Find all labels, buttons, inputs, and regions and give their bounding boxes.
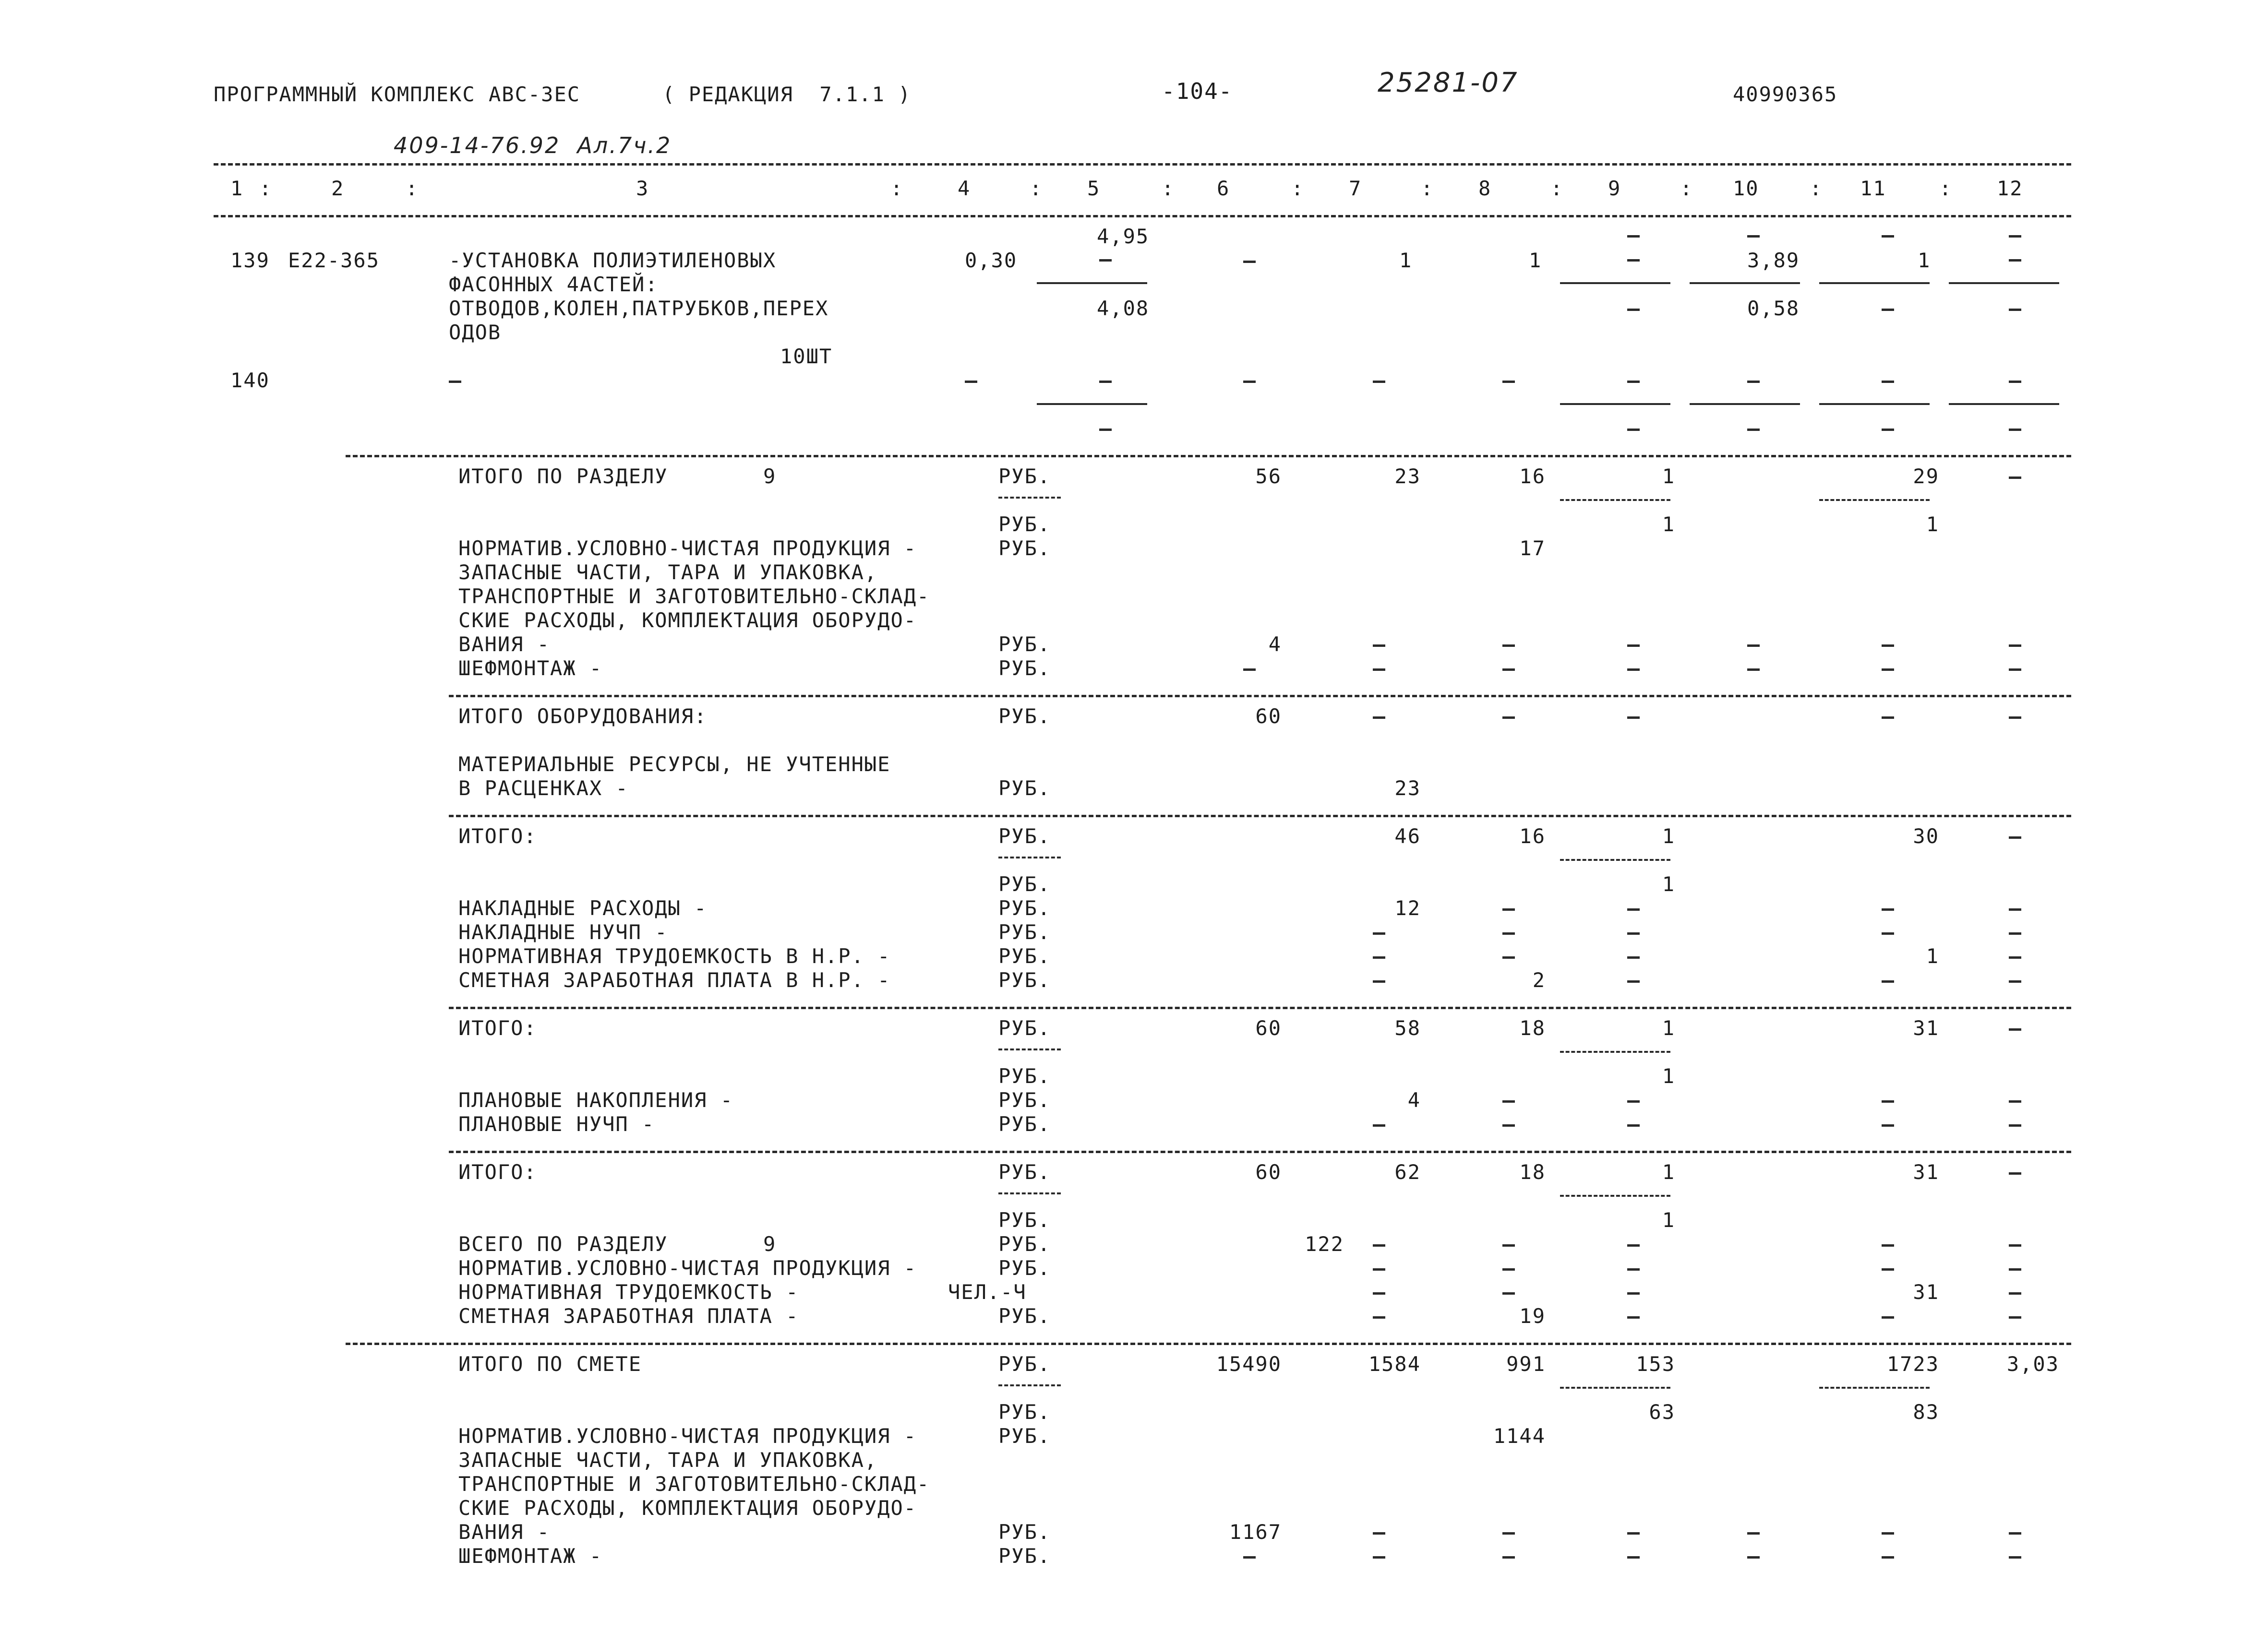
dash-mark [2009, 1172, 2021, 1175]
dash-mark [1243, 668, 1256, 671]
col-5: 5 [1087, 177, 1101, 200]
edition-label: ( РЕДАКЦИЯ 7.1.1 ) [662, 83, 912, 106]
rule-line [998, 1384, 1061, 1386]
cell-text: ШЕФМОНТАЖ - [458, 656, 603, 680]
cell-text: РУБ. [998, 656, 1051, 680]
section-rule [346, 455, 2071, 457]
cell-text: : [1939, 177, 1953, 200]
cell-text: РУБ. [998, 896, 1051, 920]
dash-mark [1882, 1532, 1894, 1535]
dash-mark [1502, 908, 1515, 911]
cell-text: 63 [1649, 1400, 1675, 1424]
item-c8: 1 [1399, 249, 1413, 272]
cell-text: : [1810, 177, 1823, 200]
rule-line [1560, 403, 1670, 405]
dash-mark [1243, 381, 1256, 383]
rule-line [1560, 1195, 1670, 1197]
dash-mark [1627, 309, 1640, 311]
cell-text: ЧЕЛ.-Ч [948, 1280, 1027, 1304]
cell-text: 153 [1636, 1352, 1675, 1376]
dash-mark [1502, 1268, 1515, 1271]
dash-mark [2009, 956, 2021, 959]
cell-text: ТРАНСПОРТНЫЕ И ЗАГОТОВИТЕЛЬНО-СКЛАД- [458, 584, 930, 608]
dash-mark [449, 381, 461, 383]
dash-mark [1373, 1316, 1385, 1319]
rule-line [1819, 1387, 1930, 1389]
item-number: 140 [230, 369, 270, 392]
dash-mark [1502, 956, 1515, 959]
dash-mark [1502, 644, 1515, 647]
dash-mark [2009, 477, 2021, 479]
cell-text: ШЕФМОНТАЖ - [458, 1544, 603, 1568]
dash-mark [1373, 1556, 1385, 1559]
dash-mark [1627, 1244, 1640, 1247]
cell-text: 60 [1255, 1160, 1282, 1184]
dash-mark [1627, 235, 1640, 238]
dash-mark [1373, 644, 1385, 647]
dash-mark [965, 381, 977, 383]
dash-mark [1882, 932, 1894, 935]
cell-text: РУБ. [998, 1112, 1051, 1136]
dash-mark [1627, 1100, 1640, 1103]
col-3: 3 [636, 177, 649, 200]
header-rule-bottom [214, 215, 2071, 217]
cell-text: 2 [1532, 968, 1546, 992]
dash-mark [1373, 1244, 1385, 1247]
cell-text: 16 [1519, 465, 1546, 488]
cell-text: РУБ. [998, 1256, 1051, 1280]
rule-line [449, 695, 2071, 697]
handwritten-doc-code: 25281-07 [1378, 67, 1519, 98]
dash-mark [1373, 1292, 1385, 1295]
cell-text: РУБ. [998, 1352, 1051, 1376]
cell-text: ПЛАНОВЫЕ НАКОПЛЕНИЯ - [458, 1088, 734, 1112]
dash-mark [1747, 668, 1760, 671]
cell-text: 15490 [1216, 1352, 1282, 1376]
dash-mark [1882, 1244, 1894, 1247]
cell-text: НОРМАТИВНАЯ ТРУДОЕМКОСТЬ - [458, 1280, 799, 1304]
col-4: 4 [958, 177, 971, 200]
item-c11: 3,89 [1747, 249, 1800, 272]
cell-text: СМЕТНАЯ ЗАРАБОТНАЯ ПЛАТА В Н.Р. - [458, 968, 891, 992]
dash-mark [1627, 429, 1640, 431]
cell-text: РУБ. [998, 968, 1051, 992]
cell-text: ИТОГО: [458, 1016, 537, 1040]
cell-text: РУБ. [998, 1232, 1051, 1256]
cell-text: РУБ. [998, 1088, 1051, 1112]
cell-text: НОРМАТИВ.УСЛОВНО-ЧИСТАЯ ПРОДУКЦИЯ - [458, 1424, 917, 1448]
rule-line [1560, 1387, 1670, 1389]
rule-line [1560, 499, 1670, 501]
cell-text: ПЛАНОВЫЕ НУЧП - [458, 1112, 655, 1136]
dash-mark [1882, 1316, 1894, 1319]
col-1: 1 [230, 177, 244, 200]
item-description-line: -УСТАНОВКА ПОЛИЭТИЛЕНОВЫХ [449, 249, 777, 272]
dash-mark [2009, 1532, 2021, 1535]
item-code: Е22-365 [288, 249, 380, 272]
cell-text: 23 [1394, 465, 1421, 488]
cell-text: РУБ. [998, 872, 1051, 896]
cell-text: 122 [1305, 1232, 1344, 1256]
rule-line [1819, 403, 1930, 405]
cell-text: 1167 [1229, 1520, 1282, 1544]
dash-mark [1373, 381, 1385, 383]
dash-mark [1747, 235, 1760, 238]
cell-text: ТРАНСПОРТНЫЕ И ЗАГОТОВИТЕЛЬНО-СКЛАД- [458, 1472, 930, 1496]
col-7: 7 [1349, 177, 1362, 200]
rule-line [1949, 403, 2059, 405]
dash-mark [1627, 932, 1640, 935]
cell-text: 16 [1519, 824, 1546, 848]
dash-mark [1627, 1532, 1640, 1535]
dash-mark [1502, 716, 1515, 719]
cell-text: : [1550, 177, 1564, 200]
dash-mark [1373, 932, 1385, 935]
cell-text: РУБ. [998, 512, 1051, 536]
cell-text: 46 [1394, 824, 1421, 848]
col-8: 8 [1478, 177, 1492, 200]
dash-mark [1882, 1124, 1894, 1127]
dash-mark [2009, 1028, 2021, 1031]
cell-text: 1584 [1368, 1352, 1421, 1376]
item-c12: 1 [1918, 249, 1931, 272]
dash-mark [1627, 1556, 1640, 1559]
cell-text: РУБ. [998, 704, 1051, 728]
dash-mark [1502, 1244, 1515, 1247]
dash-mark [2009, 1268, 2021, 1271]
rule-line [1560, 282, 1670, 284]
cell-text: 31 [1913, 1016, 1939, 1040]
item-number: 139 [230, 249, 270, 272]
dash-mark [1882, 668, 1894, 671]
rule-line [998, 857, 1061, 858]
cell-text: 1 [1926, 944, 1939, 968]
dash-mark [2009, 1100, 2021, 1103]
cell-text: РУБ. [998, 1520, 1051, 1544]
dash-mark [2009, 836, 2021, 839]
cell-text: 18 [1519, 1160, 1546, 1184]
dash-mark [1747, 644, 1760, 647]
cell-text: 60 [1255, 704, 1282, 728]
rule-line [998, 497, 1061, 499]
rule-line [1690, 403, 1800, 405]
dash-mark [1502, 381, 1515, 383]
dash-mark [1747, 1532, 1760, 1535]
cell-text: РУБ. [998, 632, 1051, 656]
cell-text: 60 [1255, 1016, 1282, 1040]
dash-mark [2009, 908, 2021, 911]
cell-text: РУБ. [998, 920, 1051, 944]
cell-text: 29 [1913, 465, 1939, 488]
dash-mark [1099, 429, 1112, 431]
dash-mark [1882, 716, 1894, 719]
dash-mark [1882, 644, 1894, 647]
cell-text: ИТОГО ОБОРУДОВАНИЯ: [458, 704, 708, 728]
dash-mark [1502, 1124, 1515, 1127]
cell-text: 1 [1662, 1208, 1675, 1232]
dash-mark [1882, 381, 1894, 383]
dash-mark [1747, 381, 1760, 383]
cell-text: ИТОГО: [458, 1160, 537, 1184]
dash-mark [2009, 309, 2021, 311]
estimate-rule [346, 1343, 2071, 1345]
cell-text: 1 [1662, 465, 1675, 488]
cell-text: НАКЛАДНЫЕ НУЧП - [458, 920, 668, 944]
dash-mark [1502, 1292, 1515, 1295]
dash-mark [1099, 259, 1112, 262]
dash-mark [2009, 429, 2021, 431]
dash-mark [2009, 668, 2021, 671]
cell-text: В РАСЦЕНКАХ - [458, 776, 629, 800]
item-description-line: ОТВОДОВ,КОЛЕН,ПАТРУБКОВ,ПЕРЕХ [449, 297, 829, 320]
dash-mark [1373, 668, 1385, 671]
dash-mark [1627, 1268, 1640, 1271]
dash-mark [1243, 261, 1256, 263]
dash-mark [1627, 1124, 1640, 1127]
cell-text: ВАНИЯ - [458, 632, 551, 656]
col-6: 6 [1217, 177, 1230, 200]
cell-text: 4 [1268, 632, 1282, 656]
cell-text: 1 [1662, 1064, 1675, 1088]
dash-mark [1627, 259, 1640, 262]
cell-text: РУБ. [998, 776, 1051, 800]
header-rule-top [214, 163, 2071, 166]
cell-text: НОРМАТИВНАЯ ТРУДОЕМКОСТЬ В Н.Р. - [458, 944, 891, 968]
item-quantity: 0,30 [965, 249, 1018, 272]
cell-text: 1 [1662, 872, 1675, 896]
cell-text: РУБ. [998, 1424, 1051, 1448]
cell-text: ВАНИЯ - [458, 1520, 551, 1544]
dash-mark [2009, 1244, 2021, 1247]
rule-line [449, 1151, 2071, 1153]
item-price-top: 4,95 [1097, 225, 1150, 248]
dash-mark [1502, 1100, 1515, 1103]
cell-text: 4 [1407, 1088, 1421, 1112]
cell-text: НОРМАТИВ.УСЛОВНО-ЧИСТАЯ ПРОДУКЦИЯ - [458, 536, 917, 560]
col-12: 12 [1997, 177, 2023, 200]
cell-text: : [1421, 177, 1434, 200]
dash-mark [1502, 1556, 1515, 1559]
rule-line [998, 1048, 1061, 1050]
dash-mark [1627, 980, 1640, 983]
cell-text: ИТОГО ПО РАЗДЕЛУ [458, 465, 668, 488]
cell-text: 1 [1662, 824, 1675, 848]
dash-mark [1882, 235, 1894, 238]
cell-text: РУБ. [998, 536, 1051, 560]
dash-mark [2009, 1316, 2021, 1319]
dash-mark [1373, 1124, 1385, 1127]
cell-text: СМЕТНАЯ ЗАРАБОТНАЯ ПЛАТА - [458, 1304, 799, 1328]
dash-mark [1882, 429, 1894, 431]
dash-mark [1502, 932, 1515, 935]
col-9: 9 [1608, 177, 1621, 200]
program-title: ПРОГРАММНЫЙ КОМПЛЕКС АВС-ЗЕС [214, 83, 581, 106]
item-c11b: 0,58 [1747, 297, 1800, 320]
cell-text: : [1680, 177, 1693, 200]
dash-mark [2009, 980, 2021, 983]
dash-mark [1627, 381, 1640, 383]
dash-mark [2009, 259, 2021, 262]
cell-text: РУБ. [998, 1544, 1051, 1568]
cell-text: 62 [1394, 1160, 1421, 1184]
cell-text: ВСЕГО ПО РАЗДЕЛУ [458, 1232, 668, 1256]
dash-mark [1373, 980, 1385, 983]
rule-line [1560, 859, 1670, 861]
dash-mark [1627, 644, 1640, 647]
cell-text: СКИЕ РАСХОДЫ, КОМПЛЕКТАЦИЯ ОБОРУДО- [458, 1496, 917, 1520]
dash-mark [1747, 429, 1760, 431]
cell-text: 18 [1519, 1016, 1546, 1040]
dash-mark [1627, 956, 1640, 959]
cell-text: 9 [763, 465, 777, 488]
cell-text: 31 [1913, 1160, 1939, 1184]
cell-text: 9 [763, 1232, 777, 1256]
rule-line [998, 1192, 1061, 1194]
cell-text: 56 [1255, 465, 1282, 488]
dash-mark [1882, 1556, 1894, 1559]
dash-mark [1882, 980, 1894, 983]
cell-text: РУБ. [998, 1016, 1051, 1040]
item-c9: 1 [1529, 249, 1542, 272]
cell-text: : [406, 177, 419, 200]
cell-text: 1 [1662, 1160, 1675, 1184]
cell-text: 83 [1913, 1400, 1939, 1424]
cell-text: 19 [1519, 1304, 1546, 1328]
col-11: 11 [1860, 177, 1886, 200]
cell-text: 23 [1394, 776, 1421, 800]
dash-mark [2009, 235, 2021, 238]
cell-text: ИТОГО: [458, 824, 537, 848]
cell-text: НАКЛАДНЫЕ РАСХОДЫ - [458, 896, 708, 920]
dash-mark [1627, 716, 1640, 719]
cell-text: 30 [1913, 824, 1939, 848]
dash-mark [1882, 908, 1894, 911]
col-10: 10 [1733, 177, 1759, 200]
item-price-bottom: 4,08 [1097, 297, 1150, 320]
cell-text: 17 [1519, 536, 1546, 560]
page-number: -104- [1162, 78, 1233, 104]
dash-mark [1099, 381, 1112, 383]
item-unit: 10ШТ [780, 345, 833, 368]
dash-mark [2009, 381, 2021, 383]
col-2: 2 [331, 177, 345, 200]
cell-text: МАТЕРИАЛЬНЫЕ РЕСУРСЫ, НЕ УЧТЕННЫЕ [458, 752, 891, 776]
cell-text: : [259, 177, 273, 200]
cell-text: : [890, 177, 904, 200]
rule-line [1690, 282, 1800, 284]
cell-text: РУБ. [998, 1064, 1051, 1088]
dash-mark [1373, 1268, 1385, 1271]
dash-mark [1502, 1532, 1515, 1535]
dash-mark [1373, 716, 1385, 719]
dash-mark [1747, 1556, 1760, 1559]
cell-text: : [1291, 177, 1305, 200]
cell-text: 31 [1913, 1280, 1939, 1304]
cell-text: 1 [1662, 1016, 1675, 1040]
dash-mark [1627, 908, 1640, 911]
dash-mark [1882, 1100, 1894, 1103]
dash-mark [1627, 668, 1640, 671]
rule-line [449, 1007, 2071, 1009]
rule-line [1037, 282, 1147, 284]
cell-text: 991 [1506, 1352, 1546, 1376]
cell-text: ИТОГО ПО СМЕТЕ [458, 1352, 642, 1376]
dash-mark [1373, 956, 1385, 959]
cell-text: 1144 [1493, 1424, 1546, 1448]
cell-text: ЗАПАСНЫЕ ЧАСТИ, ТАРА И УПАКОВКА, [458, 560, 878, 584]
cell-text: 1 [1926, 512, 1939, 536]
rule-line [1560, 1051, 1670, 1053]
item-description-line: ФАСОННЫХ 4АСТЕЙ: [449, 273, 659, 296]
rule-line [1037, 403, 1147, 405]
item-description-line: ОДОВ [449, 321, 502, 344]
dash-mark [2009, 644, 2021, 647]
rule-line [1819, 499, 1930, 501]
cell-text: РУБ. [998, 824, 1051, 848]
cell-text: РУБ. [998, 944, 1051, 968]
document-number: 40990365 [1733, 83, 1838, 106]
cell-text: 58 [1394, 1016, 1421, 1040]
cell-text: РУБ. [998, 465, 1051, 488]
cell-text: РУБ. [998, 1208, 1051, 1232]
cell-text: 1 [1662, 512, 1675, 536]
cell-text: : [1030, 177, 1043, 200]
rule-line [1819, 282, 1930, 284]
dash-mark [1502, 668, 1515, 671]
dash-mark [2009, 1124, 2021, 1127]
dash-mark [1627, 1316, 1640, 1319]
dash-mark [2009, 716, 2021, 719]
cell-text: РУБ. [998, 1400, 1051, 1424]
cell-text: СКИЕ РАСХОДЫ, КОМПЛЕКТАЦИЯ ОБОРУДО- [458, 608, 917, 632]
dash-mark [1627, 1292, 1640, 1295]
dash-mark [2009, 1292, 2021, 1295]
handwritten-reference: 409-14-76.92 Ал.7ч.2 [394, 132, 672, 158]
dash-mark [1882, 309, 1894, 311]
cell-text: 3,03 [2006, 1352, 2059, 1376]
dash-mark [1373, 1532, 1385, 1535]
rule-line [1949, 282, 2059, 284]
cell-text: НОРМАТИВ.УСЛОВНО-ЧИСТАЯ ПРОДУКЦИЯ - [458, 1256, 917, 1280]
dash-mark [2009, 932, 2021, 935]
cell-text: 12 [1394, 896, 1421, 920]
dash-mark [2009, 1556, 2021, 1559]
cell-text: : [1162, 177, 1175, 200]
cell-text: РУБ. [998, 1160, 1051, 1184]
cell-text: 1723 [1886, 1352, 1939, 1376]
cell-text: ЗАПАСНЫЕ ЧАСТИ, ТАРА И УПАКОВКА, [458, 1448, 878, 1472]
dash-mark [1882, 1268, 1894, 1271]
rule-line [449, 815, 2071, 817]
dash-mark [1243, 1556, 1256, 1559]
cell-text: РУБ. [998, 1304, 1051, 1328]
